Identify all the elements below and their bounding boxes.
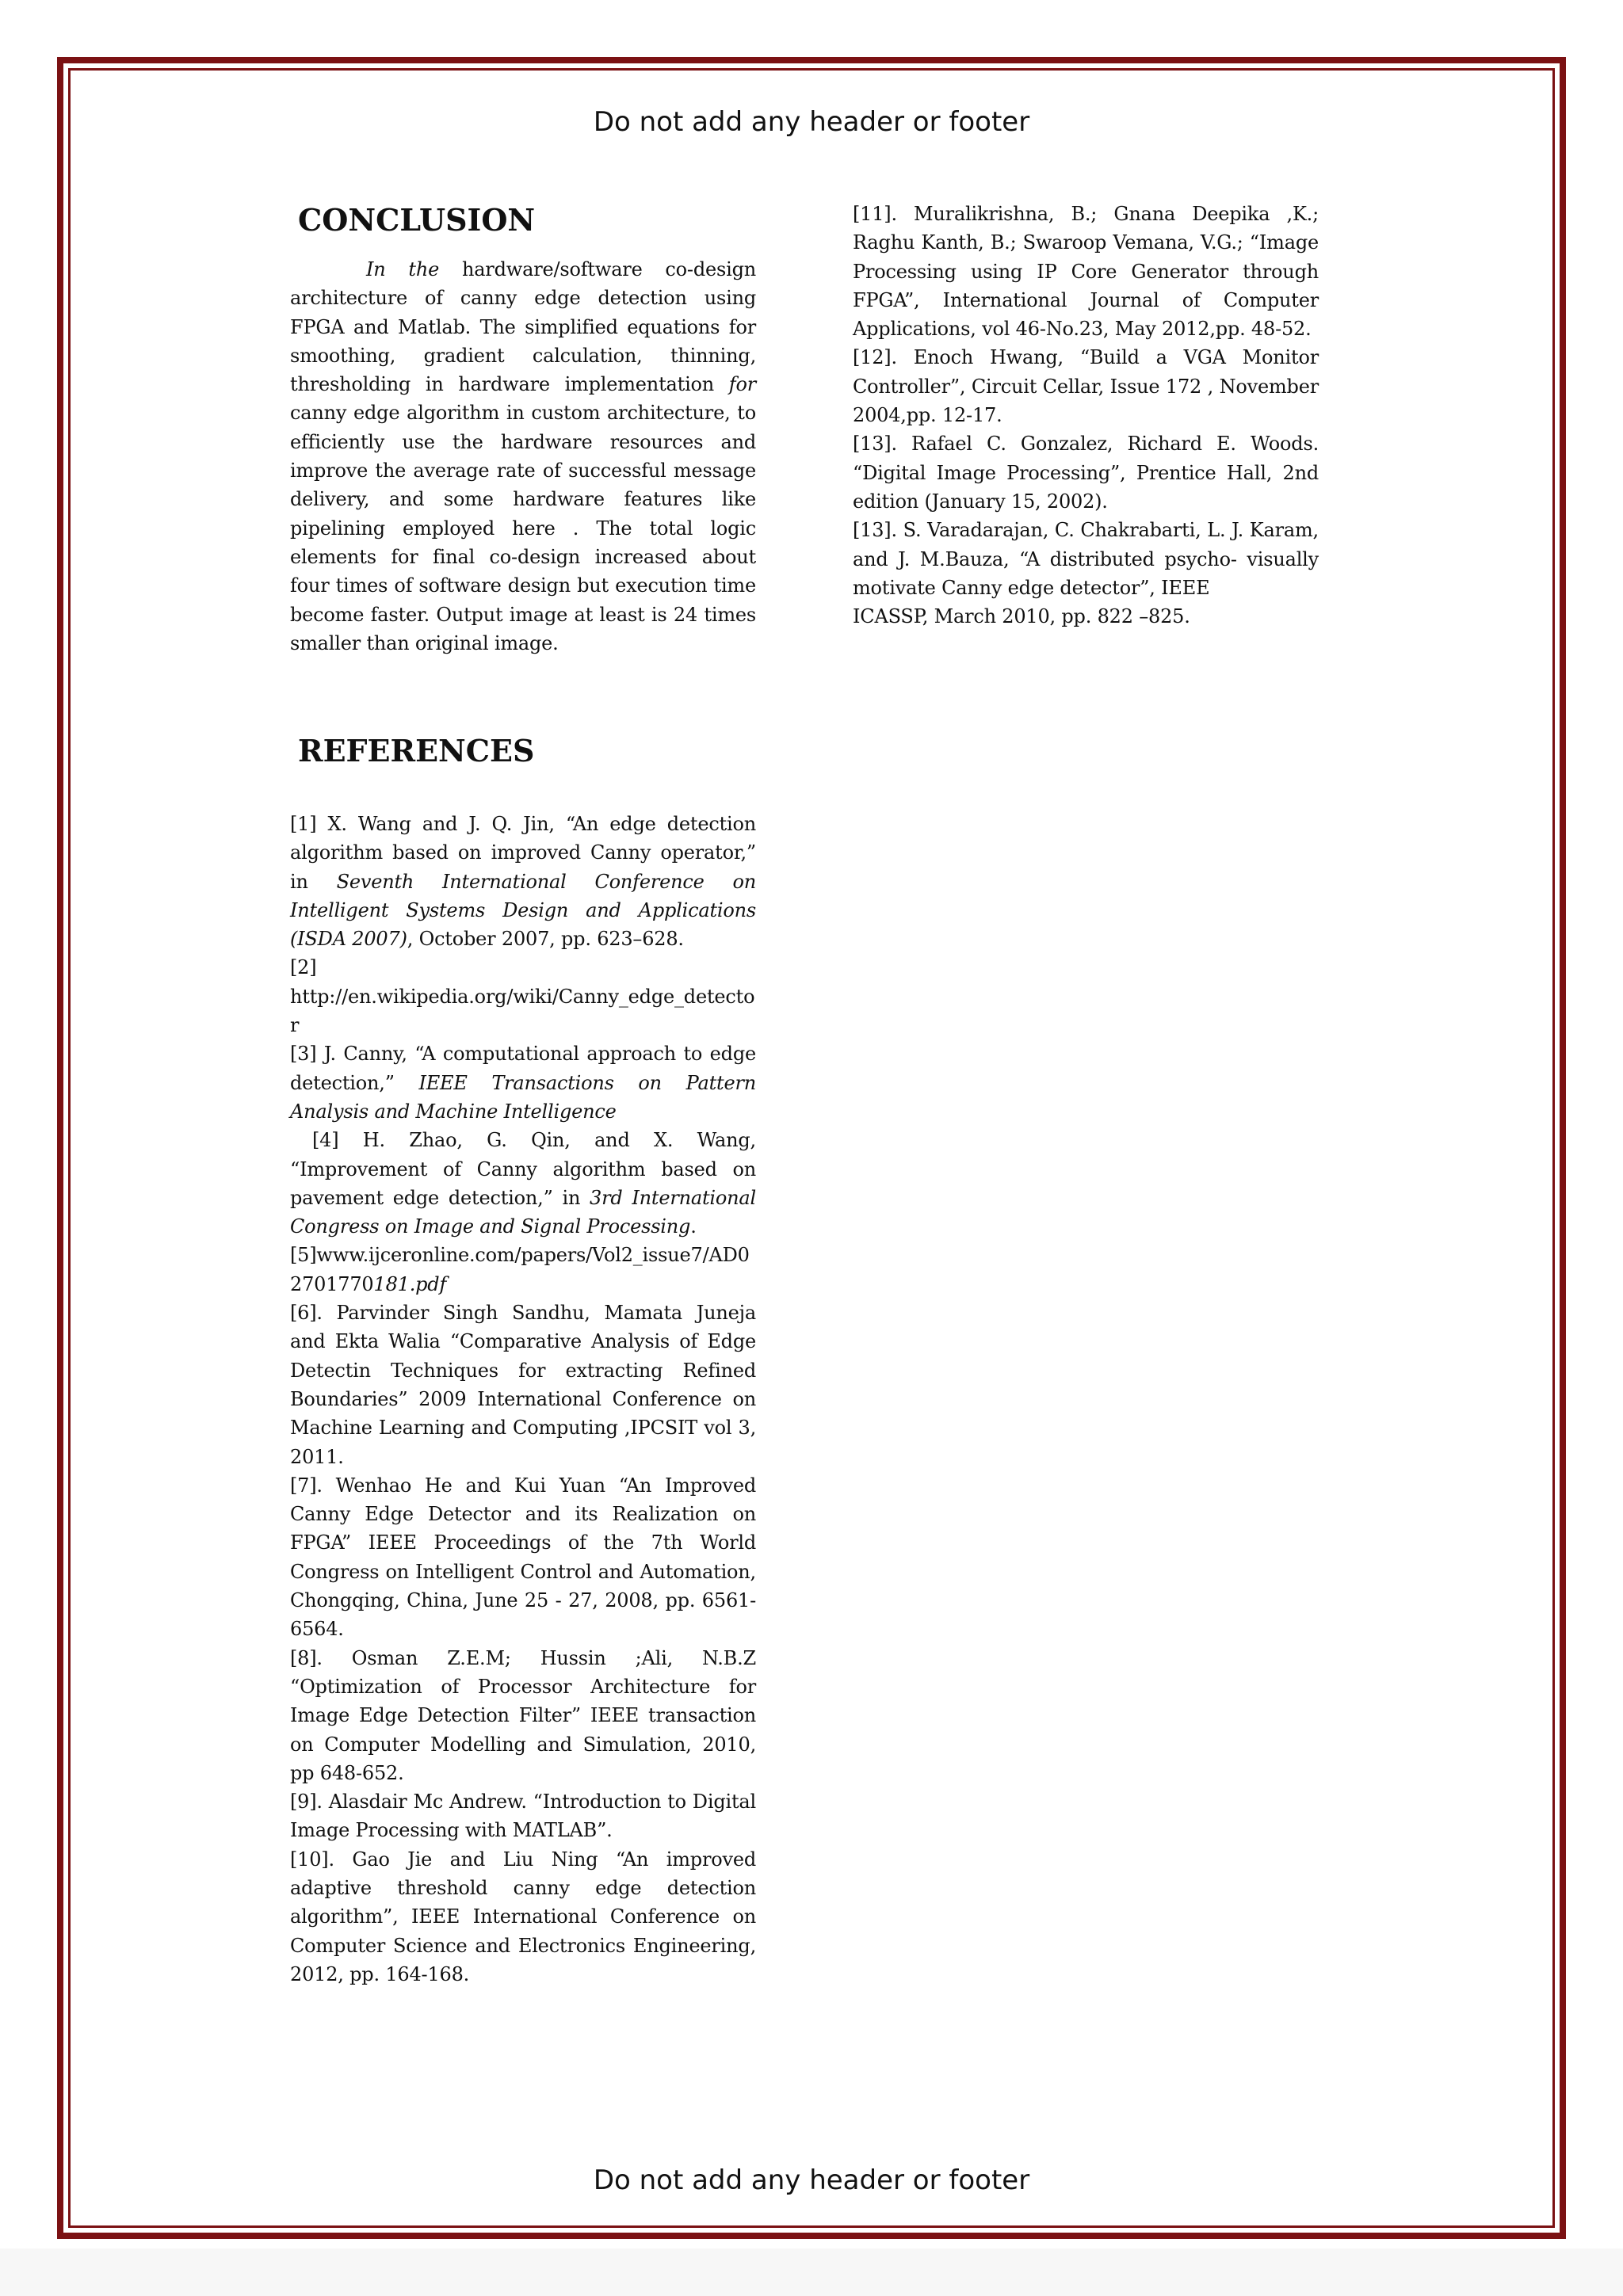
reference-1-text: [1] X. Wang and J. Q. Jin, “An edge detection algorithm based on improved Canny operator,” in (290, 813, 756, 893)
references-list-left (290, 810, 756, 1989)
reference-4-text: [4] H. Zhao, G. Qin, and X. Wang, “Improvement of Canny algorithm based on pavement edge detection,” in (290, 1129, 756, 1209)
page-bottom-strip (0, 2248, 1623, 2296)
reference-6: [6]. Parvinder Singh Sandhu, Mamata Juneja and Ekta Walia “Comparative Analysis of Edge Detectin Techniques for extracting Refined Boundaries” 2009 International Conference on Machine Learning and Computing ,IPCSIT vol 3, 2011. (290, 1302, 756, 1468)
reference-12: [12]. Enoch Hwang, “Build a VGA Monitor Controller”, Circuit Cellar, Issue 172 , November 2004,pp. 12-17. (853, 346, 1319, 427)
reference-1-tail: , October 2007, pp. 623–628. (407, 928, 684, 951)
reference-10: [10]. Gao Jie and Liu Ning “An improved adaptive threshold canny edge detection algorithm”, IEEE International Conference on Computer Science and Electronics Engineering, 2012, pp. 164-168. (290, 1848, 756, 1985)
conclusion-paragraph (290, 255, 756, 658)
reference-4 (290, 1126, 756, 1241)
reference-3-venue: IEEE Transactions on Pattern Analysis and Machine Intelligence (290, 1071, 756, 1123)
footer-note: Do not add any header or footer (593, 2164, 1030, 2196)
conclusion-heading: CONCLUSION (298, 202, 536, 238)
reference-5 (290, 1241, 756, 1299)
reference-1-venue: Seventh International Conference on Intelligent Systems Design and Applications (ISDA 2007) (290, 870, 756, 951)
reference-8: [8]. Osman Z.E.M; Hussin ;Ali, N.B.Z “Optimization of Processor Architecture for Image Edge Detection Filter” IEEE transaction on Computer Modelling and Simulation, 2010, pp 648-652. (290, 1646, 756, 1784)
reference-2-label: [2] (290, 956, 317, 979)
reference-3 (290, 1039, 756, 1126)
reference-9: [9]. Alasdair Mc Andrew. “Introduction to Digital Image Processing with MATLAB”. (290, 1791, 756, 1842)
reference-2-url: http://en.wikipedia.org/wiki/Canny_edge_detector (290, 985, 755, 1037)
reference-1 (290, 810, 756, 953)
conclusion-lead: In the (366, 258, 440, 280)
reference-13-varadarajan-tail: ICASSP, March 2010, pp. 822 –825. (853, 605, 1190, 628)
header-note: Do not add any header or footer (593, 106, 1030, 138)
reference-4-venue: 3rd International Congress on Image and Signal Processing (290, 1186, 756, 1238)
references-heading: REFERENCES (298, 733, 535, 769)
reference-13-gonzalez: [13]. Rafael C. Gonzalez, Richard E. Woods. “Digital Image Processing”, Prentice Hall, 2nd edition (January 15, 2002). (853, 433, 1319, 513)
reference-5-url: [5]www.ijceronline.com/papers/Vol2_issue7/AD02701770 (290, 1244, 750, 1295)
references-list-right (853, 200, 1319, 631)
conclusion-text-1: hardware/software co-design architecture of canny edge detection using FPGA and Matlab. The simplified equations for smoothing, gradient calculation, thinning, thresholding in hardware implementation (290, 258, 756, 396)
reference-7: [7]. Wenhao He and Kui Yuan “An Improved Canny Edge Detector and its Realization on FPGA” IEEE Proceedings of the 7th World Congress on Intelligent Control and Automation, Chongqing, China, June 25 - 27, 2008, pp. 6561-6564. (290, 1474, 756, 1641)
conclusion-text-2: canny edge algorithm in custom architecture, to efficiently use the hardware resources and improve the average rate of successful message delivery, and some hardware features like pipelining employed here . The total logic elements for final co-design increased about four times of software design but execution time become faster. Output image at least is 24 times smaller than original image. (290, 402, 756, 654)
reference-4-tail: . (690, 1215, 697, 1238)
reference-3-text: [3] J. Canny, “A computational approach to edge detection,” (290, 1043, 756, 1094)
reference-11: [11]. Muralikrishna, B.; Gnana Deepika ,K.; Raghu Kanth, B.; Swaroop Vemana, V.G.; “Image Processing using IP Core Generator through FPGA”, International Journal of Computer Applications, vol 46-No.23, May 2012,pp. 48-52. (853, 203, 1319, 341)
conclusion-italic-word: for (728, 373, 756, 396)
reference-13-varadarajan: [13]. S. Varadarajan, C. Chakrabarti, L. J. Karam, and J. M.Bauza, “A distributed psycho- visually motivate Canny edge detector”, IEEE (853, 519, 1319, 599)
reference-5-file: 181.pdf (373, 1272, 447, 1295)
